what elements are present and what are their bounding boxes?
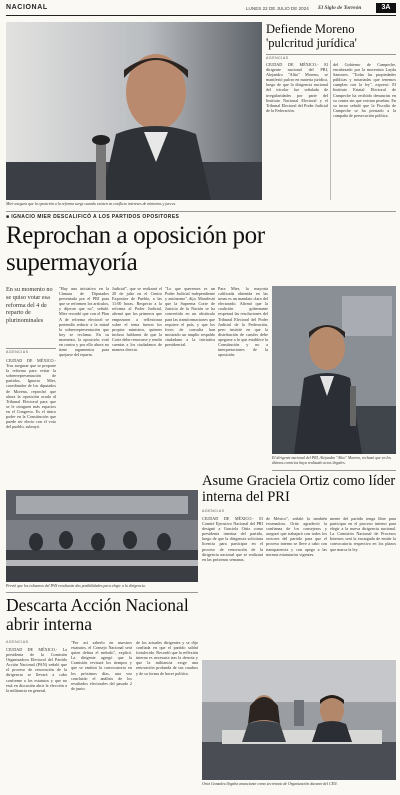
mier-kicker-text: IGNACIO MIER DESCALIFICÓ A LOS PARTIDOS OPOSITORES bbox=[11, 214, 180, 220]
photo-pleno bbox=[6, 490, 198, 582]
accion-byline: AGENCIAS bbox=[6, 640, 29, 644]
graciela-body-1: CIUDAD DE MÉXICO.- El Comité Ejecutivo Nacional del PRI designó a Graciela Ortiz como presidenta interina del partido, luego de que la dirigencia solicitara licencia para participar en el proceso de renovación de la dirigencia nacional que se realizará en las próximas semanas. bbox=[202, 516, 263, 562]
mier-body-3: Judicial", que se realizará el 20 de julio en el Centro Expositor de Puebla, a las 11:00 horas. Respecto a la reforma al Poder Judicial, afirmó que los primeros que empezaron a reflexionar sobre el tema fueron los propios ministros, quienes incluso hablaron de que la Corte debe renovarse y rendir cuentas a los ciudadanos de manera directa. bbox=[112, 286, 162, 353]
kicker-bullet-icon: ■ bbox=[6, 214, 12, 220]
photo-moreno-image bbox=[6, 22, 262, 200]
issue-date: LUNES 22 DE JULIO DE 2024 bbox=[246, 6, 309, 11]
photo-mier-image bbox=[272, 286, 396, 454]
photo-graciela bbox=[202, 660, 396, 780]
graciela-body-2: de México", señaló la también exsenadora. Ortiz agradeció la confianza de los consejeros y aseguró que trabajará con todos los sectores del partido para que el proceso interno se lleve a cabo con transparencia y con apego a las normas estatutarias vigentes. bbox=[266, 516, 327, 557]
moreno-body-right: del Gobierno de Campeche, encabezado por la morenista Layda Sansores. "Todas las propiedades públicas y notariadas que tenemos cumplen con la ley", expresó. El Instituto Estatal Electoral de Campeche ha recibido denuncias en su contra sin que existan pruebas. En su turno señaló que la Fiscalía de Campeche se ha prestado a la campaña de persecución política. bbox=[333, 62, 396, 118]
moreno-headline: Defiende Moreno 'pulcritud jurídica' bbox=[266, 22, 357, 50]
mier-kicker bbox=[6, 214, 266, 221]
mier-pullquote: En su momento no se quiso votar esa reforma del 4 de reparto de plurinominales bbox=[6, 286, 53, 325]
section-name: NACIONAL bbox=[6, 4, 48, 11]
photo-moreno bbox=[6, 22, 262, 200]
mier-body-1: CIUDAD DE MÉXICO.- Tras asegurar que se propone la reforma para evitar la sobrerrepresentación de partidos, Ignacio Mier, coordinador de los diputados de Morena, reprochó que ahora la oposición acuda al Tribunal Electoral para que se le otorguen más espacios en el Congreso. Es el único poder en la Constitución que puede ser electo con el voto del pueblo, subrayó. bbox=[6, 358, 56, 430]
photo-graciela-caption: Ortiz Gonzalez llegaba anunciante como secretaria de Organización durante del CEN. bbox=[202, 782, 338, 786]
photo-graciela-image bbox=[202, 660, 396, 780]
graciela-headline: Asume Graciela Ortiz como líder interna del PRI bbox=[202, 473, 396, 505]
moreno-body-left: CIUDAD DE MÉXICO.- El dirigente nacional del PRI, Alejandro "Alito" Moreno, se manifestó pulcro en materia jurídica, luego de que la dirigencia nacional del tricolor fue señalada de irregularidades por parte del Instituto Nacional Electoral y el Tribunal Electoral del Poder Judicial de la Federación. bbox=[266, 62, 328, 113]
moreno-byline: AGENCIAS bbox=[266, 56, 289, 60]
photo-pleno-caption: Previó que los exbuenos del PAN resultarán dos posibilidades para elegir a la dirigencia. bbox=[6, 584, 146, 588]
mier-headline: Reprochan a oposición por supermayoría bbox=[6, 222, 265, 276]
photo-mier-caption: El dirigente nacional del PRI, Alejandro "Alito" Moreno, rechazó que en los últimos comicios haya realizado actos ilegales. bbox=[272, 456, 391, 465]
accion-body-3: de los actuales dirigentes y se dijo confiada en que el partido saldrá fortalecido. Recordó que la reflexión interna es necesaria tras la derrota y que la militancia exige una renovación profunda de sus cuadros y de su forma de hacer política. bbox=[136, 640, 198, 676]
mier-byline: AGENCIAS bbox=[6, 350, 29, 354]
photo-pleno-image bbox=[6, 490, 198, 582]
mier-body-5: Para Mier, la mayoría calificada obtenida en las urnas es un mandato claro del electorado. Afirmó que la coalición gobernante respetará las resoluciones del Tribunal Electoral del Poder Judicial de la Federación, pero insistió en que la distribución de curules debe apegarse a lo que establece la Constitución y no a interpretaciones de la oposición. bbox=[218, 286, 268, 358]
photo-moreno-caption: Mier asegura que la oposición a la reforma surge cuando existen en conflicto intereses de ministros y jueces. bbox=[6, 202, 176, 206]
photo-mier bbox=[272, 286, 396, 454]
mier-body-4: "Lo que queremos es un Poder Judicial independiente y autónomo", dijo. Manifestó que la Suprema Corte de Justicia de la Nación se ha convertido en un obstáculo para las transformaciones que requiere el país, y que los foros de consulta han mostrado un amplio respaldo ciudadano a la iniciativa presidencial. bbox=[165, 286, 215, 348]
accion-headline: Descarta Acción Nacional abrir interna bbox=[6, 595, 189, 634]
mier-body-2: "Hay una iniciativa en la Cámara de Diputados presentada por el PRI para que se reformen los artículos, y dijeron que no", señaló. Mier recordó que con el Plan A de reforma electoral se pretendía reducir a la mitad la sobrerrepresentación que hoy se reclama. En su momento, la oposición votó en contra y por ello ahora no tiene argumentos para quejarse del reparto. bbox=[59, 286, 109, 358]
accion-body-1: CIUDAD DE MÉXICO.- La presidenta de la Comisión Organizadora Electoral del Partido Acción Nacional (PAN) señaló que el proceso de renovación de la dirigencia se llevará a cabo conforme a los estatutos y que no está en discusión abrir la elección a la militancia en general. bbox=[6, 647, 67, 693]
accion-body-2: "Por así saberlo en nuestros estatutos, el Consejo Nacional será quien defina el método", explicó. La dirigente agregó que la Comisión revisará los tiempos y que se emitirá la convocatoria en los próximos días, una vez concluido el análisis de los resultados electorales del pasado 2 de junio. bbox=[71, 640, 132, 691]
page-number: 3A bbox=[376, 3, 396, 13]
graciela-body-3: mente del partido tenga libre para participar en el proceso interno para elegir a la nueva dirigencia nacional. La Comisión Nacional de Procesos Internos será la encargada de emitir la convocatoria respectiva en los plazos que marca la ley. bbox=[330, 516, 396, 552]
newspaper-name: El Siglo de Torreón bbox=[318, 5, 362, 11]
graciela-byline: AGENCIAS bbox=[202, 509, 225, 513]
